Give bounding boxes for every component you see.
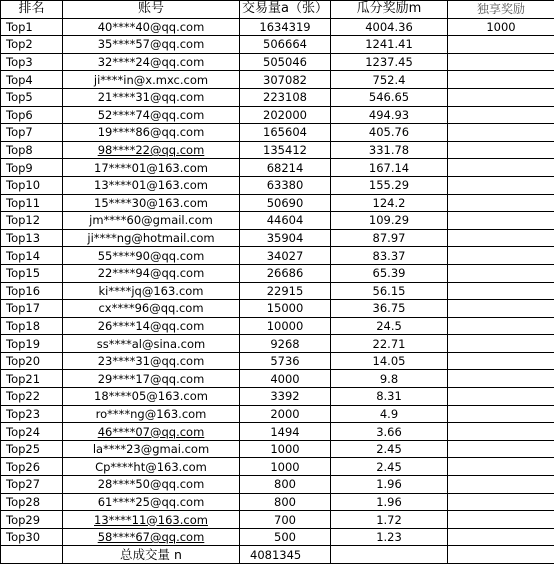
account-link[interactable]: 13****11@163.com [94,512,208,527]
rank-cell: Top25 [1,440,63,458]
account-cell [63,71,240,89]
account-text: 26****14@qq.com [97,318,205,333]
volume-cell: 1000 [240,440,331,458]
table-row [1,212,554,230]
sole-reward-cell: 1000 [448,18,554,36]
rank-cell: Top17 [1,300,63,318]
sole-reward-cell [448,71,554,89]
account-cell [63,335,240,353]
sole-reward-cell [448,159,554,177]
account-cell [63,317,240,335]
sole-reward-cell [448,317,554,335]
table-row [1,300,554,318]
sole-reward-cell [448,212,554,230]
volume-cell: 26686 [240,264,331,282]
account-cell [63,423,240,441]
account-text: 15****30@163.com [94,195,208,210]
account-cell [63,352,240,370]
table-row [1,405,554,423]
volume-cell: 15000 [240,300,331,318]
rank-cell: Top20 [1,352,63,370]
rank-cell: Top8 [1,141,63,159]
account-cell [63,176,240,194]
reward-cell: 2.45 [331,440,448,458]
sole-reward-cell [448,458,554,476]
volume-cell: 202000 [240,106,331,124]
table-row [1,493,554,511]
account-cell [63,264,240,282]
sole-reward-cell [448,528,554,546]
header-account: 账号 [63,1,240,19]
reward-cell: 83.37 [331,247,448,265]
volume-cell: 35904 [240,229,331,247]
header-row [1,1,554,19]
table-row [1,511,554,529]
volume-cell: 800 [240,476,331,494]
account-text: 52****74@qq.com [97,107,205,122]
sole-reward-cell [448,352,554,370]
sole-reward-cell [448,141,554,159]
account-cell [63,282,240,300]
reward-cell: 1.96 [331,476,448,494]
volume-cell: 10000 [240,317,331,335]
account-cell [63,194,240,212]
rank-cell: Top3 [1,53,63,71]
rank-cell: Top14 [1,247,63,265]
rank-cell: Top15 [1,264,63,282]
rank-cell: Top9 [1,159,63,177]
rank-cell: Top29 [1,511,63,529]
sole-reward-cell [448,247,554,265]
account-text: 61****25@qq.com [97,494,205,509]
total-value: 4081345 [240,546,331,564]
rank-cell: Top11 [1,194,63,212]
table-row [1,423,554,441]
reward-cell: 109.29 [331,212,448,230]
volume-cell: 700 [240,511,331,529]
account-cell [63,88,240,106]
table-row [1,229,554,247]
reward-cell: 1.72 [331,511,448,529]
account-cell [63,141,240,159]
reward-cell: 22.71 [331,335,448,353]
reward-cell: 9.8 [331,370,448,388]
account-text: ji****ng@hotmail.com [87,231,215,246]
reward-cell: 752.4 [331,71,448,89]
volume-cell: 800 [240,493,331,511]
account-text: 19****86@qq.com [97,125,205,140]
reward-cell: 4.9 [331,405,448,423]
reward-cell: 24.5 [331,317,448,335]
volume-cell: 1000 [240,458,331,476]
account-text: ki****jq@163.com [98,283,204,298]
account-text: 40****40@qq.com [97,19,205,34]
rank-cell: Top28 [1,493,63,511]
account-link[interactable]: 46****07@qq.com [97,424,205,439]
header-reward: 瓜分奖励m [331,1,448,19]
table-row [1,159,554,177]
table-row [1,335,554,353]
sole-reward-cell [448,511,554,529]
table-row [1,176,554,194]
sole-reward-cell [448,53,554,71]
account-cell [63,36,240,54]
account-cell [63,405,240,423]
rank-cell: Top23 [1,405,63,423]
table-row [1,317,554,335]
sole-reward-cell [448,388,554,406]
account-cell [63,124,240,142]
volume-cell: 63380 [240,176,331,194]
account-text: Cp****ht@163.com [95,459,207,474]
volume-cell: 1494 [240,423,331,441]
rank-cell: Top26 [1,458,63,476]
volume-cell: 4000 [240,370,331,388]
account-cell [63,476,240,494]
header-sole-reward: 独享奖励 [448,1,554,19]
rank-cell: Top18 [1,317,63,335]
volume-cell: 50690 [240,194,331,212]
rank-cell: Top1 [1,18,63,36]
account-cell [63,388,240,406]
sole-reward-cell [448,335,554,353]
table-row [1,458,554,476]
reward-cell: 2.45 [331,458,448,476]
reward-cell: 36.75 [331,300,448,318]
account-cell [63,159,240,177]
sole-reward-cell [448,300,554,318]
volume-cell: 135412 [240,141,331,159]
reward-cell: 87.97 [331,229,448,247]
reward-cell: 405.76 [331,124,448,142]
account-text: 29****17@qq.com [97,371,205,386]
table-row [1,476,554,494]
account-text: 21****31@qq.com [97,90,205,105]
account-cell [63,511,240,529]
total-blank-rank [1,546,63,564]
volume-cell: 1634319 [240,18,331,36]
rank-cell: Top10 [1,176,63,194]
sole-reward-cell [448,106,554,124]
account-text: ro****ng@163.com [95,406,207,421]
rank-cell: Top7 [1,124,63,142]
sole-reward-cell [448,229,554,247]
table-row [1,141,554,159]
table-body [1,18,554,546]
sole-reward-cell [448,176,554,194]
total-blank-sole [448,546,554,564]
sole-reward-cell [448,440,554,458]
account-cell [63,440,240,458]
rank-cell: Top21 [1,370,63,388]
reward-cell: 494.93 [331,106,448,124]
reward-cell: 14.05 [331,352,448,370]
volume-cell: 68214 [240,159,331,177]
rank-cell: Top4 [1,71,63,89]
reward-cell: 124.2 [331,194,448,212]
reward-cell: 8.31 [331,388,448,406]
account-cell [63,370,240,388]
reward-cell: 4004.36 [331,18,448,36]
account-text: 17****01@163.com [94,160,208,175]
account-cell [63,106,240,124]
reward-cell: 1.96 [331,493,448,511]
account-link[interactable]: 98****22@qq.com [97,143,205,158]
account-link[interactable]: 58****67@qq.com [97,530,205,545]
reward-cell: 3.66 [331,423,448,441]
table-row [1,53,554,71]
table-row [1,106,554,124]
sole-reward-cell [448,264,554,282]
rank-cell: Top24 [1,423,63,441]
sole-reward-cell [448,124,554,142]
account-cell [63,458,240,476]
table-row [1,440,554,458]
reward-cell: 155.29 [331,176,448,194]
table-row [1,528,554,546]
account-text: 13****01@163.com [94,178,208,193]
table-row [1,247,554,265]
volume-cell: 500 [240,528,331,546]
table-row [1,194,554,212]
reward-cell: 1237.45 [331,53,448,71]
table-row [1,18,554,36]
sole-reward-cell [448,88,554,106]
rank-cell: Top2 [1,36,63,54]
table-row [1,124,554,142]
sole-reward-cell [448,405,554,423]
account-cell [63,528,240,546]
account-text: 55****90@qq.com [97,248,205,263]
rank-cell: Top6 [1,106,63,124]
account-text: jm****60@gmail.com [89,213,213,228]
rank-cell: Top30 [1,528,63,546]
account-text: ss****al@sina.com [96,336,206,351]
reward-cell: 331.78 [331,141,448,159]
volume-cell: 223108 [240,88,331,106]
sole-reward-cell [448,493,554,511]
account-text: 22****94@qq.com [97,266,205,281]
volume-cell: 2000 [240,405,331,423]
account-cell [63,229,240,247]
total-row [1,546,554,564]
rank-cell: Top19 [1,335,63,353]
table-row [1,71,554,89]
account-cell [63,212,240,230]
sole-reward-cell [448,36,554,54]
total-label: 总成交量 n [63,546,240,564]
volume-cell: 22915 [240,282,331,300]
volume-cell: 165604 [240,124,331,142]
reward-cell: 56.15 [331,282,448,300]
account-text: ji****in@x.mxc.com [93,72,209,87]
sole-reward-cell [448,476,554,494]
volume-cell: 44604 [240,212,331,230]
reward-cell: 1.23 [331,528,448,546]
volume-cell: 3392 [240,388,331,406]
header-rank: 排名 [1,1,63,19]
volume-cell: 506664 [240,36,331,54]
account-cell [63,18,240,36]
rank-cell: Top16 [1,282,63,300]
table-row [1,352,554,370]
table-row [1,36,554,54]
rank-cell: Top27 [1,476,63,494]
sole-reward-cell [448,423,554,441]
table-row [1,88,554,106]
volume-cell: 5736 [240,352,331,370]
table-row [1,370,554,388]
sole-reward-cell [448,282,554,300]
table-row [1,282,554,300]
rank-cell: Top5 [1,88,63,106]
volume-cell: 307082 [240,71,331,89]
account-cell [63,247,240,265]
account-text: 32****24@qq.com [97,55,205,70]
table-row [1,264,554,282]
account-cell [63,493,240,511]
rank-cell: Top13 [1,229,63,247]
volume-cell: 9268 [240,335,331,353]
rank-cell: Top12 [1,212,63,230]
rank-cell: Top22 [1,388,63,406]
sole-reward-cell [448,194,554,212]
reward-cell: 546.65 [331,88,448,106]
volume-cell: 34027 [240,247,331,265]
account-text: 28****50@qq.com [97,477,205,492]
account-cell [63,53,240,71]
table-row [1,388,554,406]
reward-cell: 65.39 [331,264,448,282]
account-text: 35****57@qq.com [97,37,205,52]
account-text: cx****96@qq.com [98,301,204,316]
volume-cell: 505046 [240,53,331,71]
account-text: 18****05@163.com [94,389,208,404]
reward-cell: 167.14 [331,159,448,177]
total-blank-reward [331,546,448,564]
reward-cell: 1241.41 [331,36,448,54]
sole-reward-cell [448,370,554,388]
account-cell [63,300,240,318]
account-text: la****23@gmai.com [92,442,210,457]
account-text: 23****31@qq.com [97,354,205,369]
header-volume: 交易量a（张） [240,1,331,19]
